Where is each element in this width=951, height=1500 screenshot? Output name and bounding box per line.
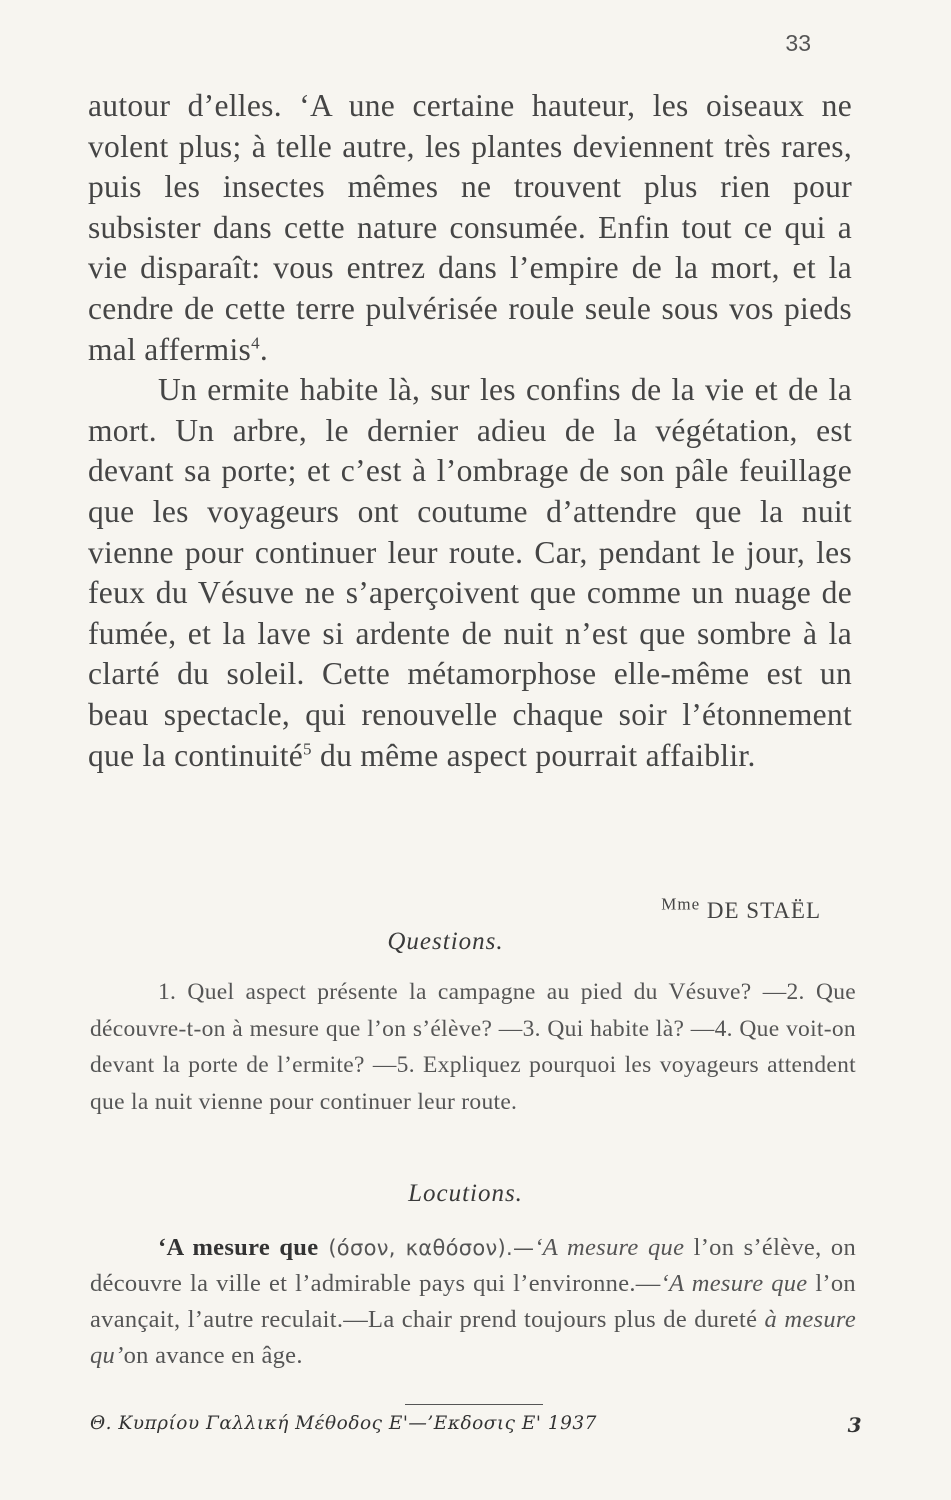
example-1-text: l’on s’élève, on découvre la ville et l’admirable pays qui l’environne.— [90, 1234, 856, 1297]
locution-gloss: (όσον, καθόσον).— [318, 1236, 535, 1260]
footer [90, 1413, 862, 1437]
questions-block [90, 974, 856, 1120]
footnote-ref-5: 5 [303, 739, 312, 758]
author-signature [661, 894, 821, 924]
example-2-phrase: ‘A mesure que [660, 1270, 808, 1297]
example-3-phrase: à mesure qu’ [90, 1306, 856, 1369]
page-number: 33 [785, 30, 811, 56]
footer-imprint: Θ. Κυπρίου Γαλλική Μέθοδος Ε'—’Εκδοσις Ε' 1937 [90, 1413, 597, 1434]
author-name: DE STAËL [700, 898, 821, 923]
locutions-text [90, 1230, 856, 1374]
paragraph-2-text-a: Un ermite habite là, sur les confins de la vie et de la mort. Un arbre, le dernier adieu de la végétation, est devant sa porte; et c’est à l’ombrage de son pâle feuillage que les voyageurs ont coutume d’attendre que la nuit vienne pour continuer leur route. Car, pendant le jour, les feux du Vésuve ne s’aperçoivent que comme un nuage de fumée, et la lave si ardente de nuit n’est que sombre à la clarté du soleil. Cette métamorphose elle-même est un beau spectacle, qui renouvelle chaque soir l’étonnement que la continuité [88, 372, 852, 773]
author-title: Mme [661, 894, 701, 914]
paragraph-1 [88, 86, 852, 370]
sheet-number: 3 [847, 1413, 862, 1437]
locution-term: ‘A mesure que [158, 1234, 319, 1261]
locutions-block [90, 1230, 856, 1374]
footer-divider [405, 1404, 543, 1405]
main-text [88, 86, 852, 776]
questions-heading: Questions. [387, 928, 504, 955]
paragraph-1-text: autour d’elles. ‘A une certaine hauteur, les oiseaux ne volent plus; à telle autre, les plantes deviennent très rares, puis les insectes mêmes ne trouvent plus rien pour subsister dans cette nature consumée. Enfin tout ce qui a vie disparaît: vous entrez dans l’empire de la mort, et la cendre de cette terre pulvérisée roule seule sous vos pieds mal affermis [88, 88, 852, 367]
paragraph-2 [88, 370, 852, 776]
example-2-text: l’on avançait, l’autre reculait.—La chair prend toujours plus de dureté [90, 1270, 856, 1333]
paragraph-2-text-b: du même aspect pourrait affaiblir. [311, 737, 756, 773]
example-3-text: on avance en âge. [123, 1342, 303, 1369]
footnote-ref-4: 4 [251, 333, 260, 353]
questions-text: 1. Quel aspect présente la campagne au pied du Vésuve? —2. Que découvre-t-on à mesure que l’on s’élève? —3. Qui habite là? —4. Que voit-on devant la porte de l’ermite? —5. Expliquez pourquoi les voyageurs attendent que la nuit vienne pour continuer leur route. [90, 979, 856, 1115]
paragraph-1-end: . [259, 331, 269, 367]
example-1-phrase: ‘A mesure que [534, 1234, 685, 1261]
locutions-heading: Locutions. [408, 1180, 523, 1207]
